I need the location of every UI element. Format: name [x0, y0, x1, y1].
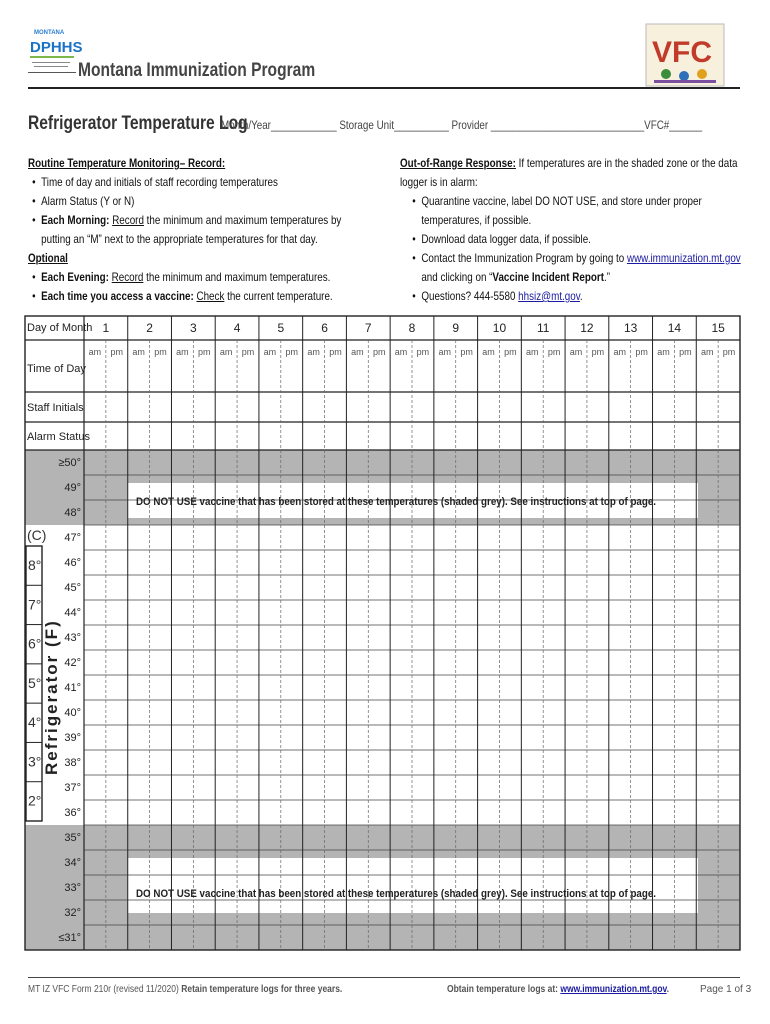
fahrenheit-label: 49° [64, 482, 81, 494]
header-fields: Month/Year____________ Storage Unit__________ Provider ____________________________VFC#______ [221, 118, 703, 132]
day-number: 5 [277, 321, 285, 335]
pm-label: pm [285, 347, 298, 357]
day-number: 4 [233, 321, 241, 335]
form-number: MT IZ VFC Form 210r (revised 11/2020) [28, 984, 179, 995]
immunization-link[interactable]: www.immunization.mt.gov [626, 251, 741, 265]
pm-label: pm [329, 347, 342, 357]
am-label: am [438, 347, 452, 357]
pm-label: pm [547, 347, 561, 357]
am-label: am [394, 347, 408, 357]
am-label: am [263, 347, 277, 357]
routine-item-text: Time of day and initials of staff recording temperatures [41, 175, 278, 189]
am-label: am [176, 347, 189, 357]
fahrenheit-label: 34° [64, 857, 81, 869]
day-number: 14 [667, 321, 682, 335]
response-item-text: Download data logger data, if possible. [421, 232, 591, 246]
celsius-label: 4° [28, 714, 42, 731]
am-label: am [613, 347, 626, 357]
out-of-range-text: If temperatures are in the shaded zone or the data [515, 156, 738, 170]
day-number: 13 [623, 321, 638, 335]
routine-item-text: the minimum and maximum temperatures. [143, 270, 331, 284]
vfc-logo-text: VFC [652, 36, 712, 69]
fahrenheit-label: 37° [64, 782, 81, 794]
routine-item-text: the minimum and maximum temperatures by [143, 213, 342, 227]
celsius-label: 3° [28, 753, 42, 770]
email-link[interactable]: hhsiz@mt.gov [518, 289, 580, 303]
day-number: 12 [580, 321, 594, 335]
time-of-day-label: Time of Day [27, 363, 86, 375]
refrigerator-vertical-label: Refrigerator (F) [42, 619, 61, 775]
pm-label: pm [591, 347, 605, 357]
pm-label: pm [198, 347, 211, 357]
am-label: am [482, 347, 495, 357]
response-item-text: and clicking on “ [421, 270, 493, 284]
fahrenheit-label: 38° [64, 757, 81, 769]
access-label: Each time you access a vaccine: [41, 289, 194, 303]
response-item-text: Contact the Immunization Program by going to [421, 251, 627, 265]
pm-label: pm [241, 347, 255, 357]
retain-note: Retain temperature logs for three years. [181, 984, 343, 995]
fahrenheit-label: 35° [64, 832, 81, 844]
celsius-label: 5° [28, 674, 42, 691]
routine-heading: Routine Temperature Monitoring– Record: [28, 156, 226, 170]
staff-initials-label: Staff Initials [27, 402, 84, 414]
fahrenheit-label: ≥50° [58, 457, 81, 469]
log-title: Refrigerator Temperature Log [28, 113, 248, 134]
logo-main-text: DPHHS [30, 39, 83, 56]
day-number: 9 [452, 321, 460, 335]
fahrenheit-label: 48° [64, 507, 81, 519]
warning-box-bottom [128, 858, 698, 913]
am-label: am [219, 347, 233, 357]
logo-top-text: MONTANA [34, 30, 65, 36]
am-label: am [526, 347, 539, 357]
day-number: 7 [364, 321, 372, 335]
fahrenheit-label: 44° [64, 607, 81, 619]
fahrenheit-label: 32° [64, 907, 81, 919]
pm-label: pm [110, 347, 124, 357]
fahrenheit-label: 47° [64, 532, 81, 544]
pm-label: pm [372, 347, 386, 357]
page-number: Page 1 of 3 [700, 984, 752, 995]
warning-text-top: DO NOT USE vaccine that has been stored at these temperatures (shaded grey). See instructions at top of page. [136, 496, 656, 508]
pm-label: pm [154, 347, 167, 357]
program-title: Montana Immunization Program [78, 60, 316, 81]
fahrenheit-label: 43° [64, 632, 81, 644]
fahrenheit-label: 33° [64, 882, 81, 894]
day-number: 15 [711, 321, 725, 335]
obtain-label: Obtain temperature logs at: [447, 984, 561, 995]
response-item-text: temperatures, if possible. [421, 213, 532, 227]
pm-label: pm [679, 347, 692, 357]
record-word: Record [112, 213, 144, 227]
record-word: Record [111, 270, 144, 284]
pm-label: pm [635, 347, 648, 357]
out-of-range-text: logger is in alarm: [400, 175, 478, 189]
day-number: 3 [189, 321, 197, 335]
am-label: am [700, 347, 714, 357]
pm-label: pm [722, 347, 736, 357]
routine-item-text: the current temperature. [224, 289, 333, 303]
fahrenheit-label: 45° [64, 582, 81, 594]
fahrenheit-label: 42° [64, 657, 81, 669]
am-label: am [569, 347, 583, 357]
alarm-status-label: Alarm Status [27, 431, 90, 443]
fahrenheit-label: 39° [64, 732, 81, 744]
day-number: 8 [408, 321, 416, 335]
am-label: am [88, 347, 102, 357]
out-of-range-heading: Out-of-Range Response: [400, 156, 516, 170]
incident-report-label: Vaccine Incident Report [492, 270, 604, 284]
pm-label: pm [460, 347, 473, 357]
fahrenheit-label: ≤31° [58, 932, 81, 944]
optional-heading: Optional [28, 251, 68, 265]
day-of-month-label: Day of Month [27, 322, 93, 334]
celsius-label: 7° [28, 596, 42, 613]
celsius-label: 8° [28, 557, 42, 573]
celsius-header: (C) [27, 527, 47, 543]
footer-divider [28, 977, 740, 978]
am-label: am [307, 347, 320, 357]
footer-form-info [28, 984, 342, 995]
footer-obtain [447, 984, 669, 995]
evening-label: Each Evening: [41, 270, 109, 284]
fahrenheit-label: 40° [64, 707, 81, 719]
celsius-label: 6° [28, 635, 42, 652]
am-label: am [132, 347, 145, 357]
day-number: 10 [492, 321, 507, 335]
response-item-text: .” [603, 270, 611, 284]
pm-label: pm [416, 347, 430, 357]
morning-label: Each Morning: [41, 213, 110, 227]
fahrenheit-label: 46° [64, 557, 81, 569]
day-number: 11 [536, 321, 550, 335]
warning-text-bottom: DO NOT USE vaccine that has been stored at these temperatures (shaded grey). See instructions at top of page. [136, 888, 656, 900]
day-number: 2 [146, 321, 153, 335]
celsius-label: 2° [28, 792, 42, 809]
am-label: am [657, 347, 670, 357]
check-word: Check [196, 289, 225, 303]
pm-label: pm [504, 347, 517, 357]
fahrenheit-label: 36° [64, 807, 81, 819]
footer-link[interactable]: www.immunization.mt.gov [560, 984, 667, 995]
response-item-text: . [579, 289, 583, 303]
routine-item-text: putting an “M” next to the appropriate temperatures for that day. [41, 232, 318, 246]
day-number: 6 [321, 321, 328, 335]
fahrenheit-label: 41° [64, 682, 81, 694]
day-number: 1 [102, 321, 110, 335]
routine-item-text: Alarm Status (Y or N) [41, 194, 135, 208]
response-item-text: Questions? 444-5580 [421, 289, 519, 303]
am-label: am [351, 347, 364, 357]
response-item-text: Quarantine vaccine, label DO NOT USE, and store under proper [421, 194, 702, 208]
obtain-end: . [666, 984, 669, 995]
